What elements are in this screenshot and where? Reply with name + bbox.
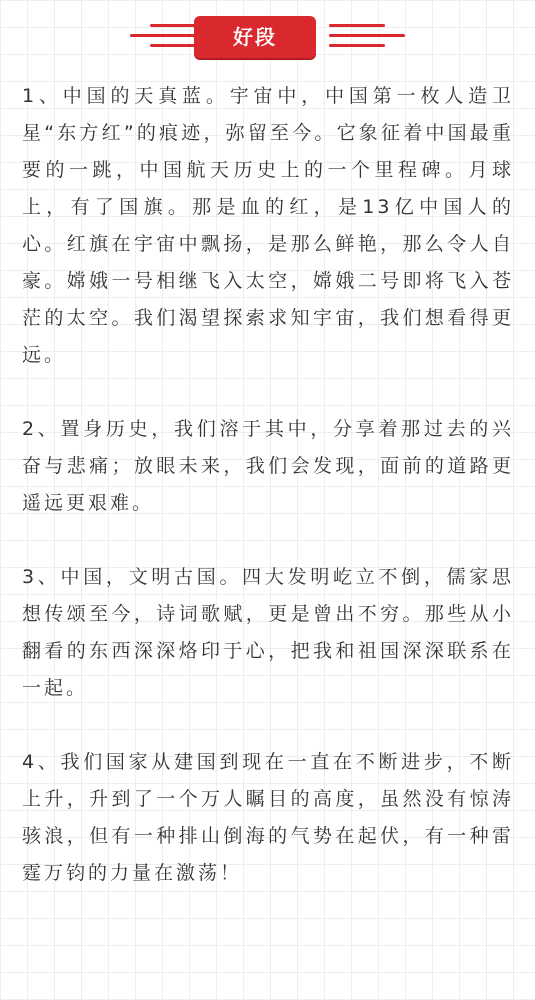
paragraph-2: 2、置身历史，我们溶于其中，分享着那过去的兴奋与悲痛；放眼未来，我们会发现，面前的道路更遥远更艰难。 — [22, 418, 514, 514]
paragraph-4: 4、我们国家从建国到现在一直在不断进步，不断上升，升到了一个万人瞩目的高度，虽然没有惊涛骇浪，但有一种排山倒海的气势在起伏，有一种雷霆万钧的力量在激荡！ — [22, 751, 514, 884]
paragraph-3: 3、中国，文明古国。四大发明屹立不倒，儒家思想传颂至今，诗词歌赋，更是曾出不穷。那些从小翻看的东西深深烙印于心，把我和祖国深深联系在一起。 — [22, 566, 514, 699]
article-body — [22, 78, 514, 929]
paragraph-1: 1、中国的天真蓝。宇宙中，中国第一枚人造卫星“东方红”的痕迹，弥留至今。它象征着中国最重要的一跳，中国航天历史上的一个里程碑。月球上，有了国旗。那是血的红，是13亿中国人的心。红旗在宇宙中飘扬，是那么鲜艳，那么令人自豪。嫦娥一号相继飞入太空，嫦娥二号即将飞入苍茫的太空。我们渴望探索求知宇宙，我们想看得更远。 — [22, 85, 514, 366]
section-title: 好段 — [194, 16, 316, 58]
section-header — [0, 16, 535, 60]
decorative-lines-right — [329, 24, 405, 50]
